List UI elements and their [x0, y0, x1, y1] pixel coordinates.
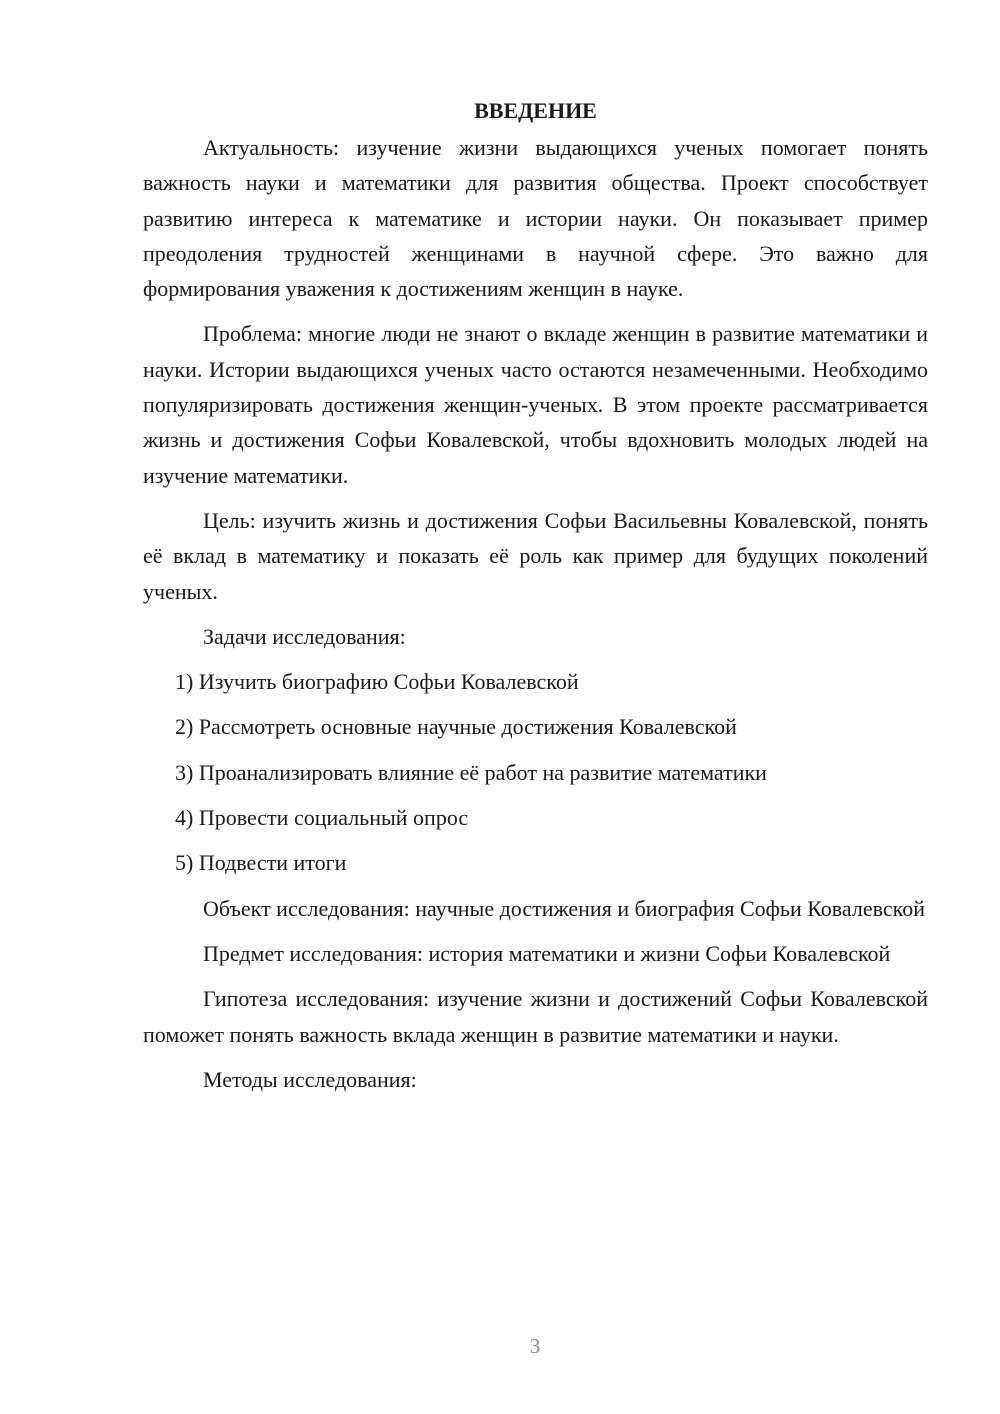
goal-paragraph: Цель: изучить жизнь и достижения Софьи Васильевны Ковалевской, понять её вклад в математику и показать её роль как пример для будущих поколений ученых. — [143, 507, 928, 604]
subject-paragraph: Предмет исследования: история математики и жизни Софьи Ковалевской — [203, 940, 891, 966]
task-item: 5) Подвести итоги — [175, 850, 347, 876]
document-page — [143, 96, 928, 1107]
problem-paragraph: Проблема: многие люди не знают о вкладе женщин в развитие математики и науки. Истории выдающихся ученых часто остаются незамеченными. Необходимо популяризировать достижения женщин-ученых. В этом проекте рассматривается жизнь и достижения Софьи Ковалевской, чтобы вдохновить молодых людей на изучение математики. — [143, 321, 928, 488]
methods-heading: Методы исследования: — [203, 1066, 417, 1092]
task-item: 1) Изучить биографию Софьи Ковалевской — [175, 669, 579, 695]
task-item: 2) Рассмотреть основные научные достижения Ковалевской — [175, 714, 737, 740]
tasks-list — [143, 664, 928, 880]
task-item: 3) Проанализировать влияние её работ на развитие математики — [175, 759, 767, 785]
relevance-paragraph: Актуальность: изучение жизни выдающихся ученых помогает понять важность науки и математики для развития общества. Проект способствует развитию интереса к математике и истории науки. Он показывает пример преодоления трудностей женщинами в научной сфере. Это важно для формирования уважения к достижениям женщин в науке. — [143, 135, 928, 302]
hypothesis-paragraph: Гипотеза исследования: изучение жизни и достижений Софьи Ковалевской поможет понять важность вклада женщин в развитие математики и науки. — [143, 986, 928, 1047]
object-paragraph: Объект исследования: научные достижения и биография Софьи Ковалевской — [203, 895, 925, 921]
task-item: 4) Провести социальный опрос — [175, 805, 469, 831]
page-title: ВВЕДЕНИЕ — [474, 98, 597, 123]
tasks-heading: Задачи исследования: — [203, 623, 406, 649]
page-number: 3 — [529, 1334, 541, 1358]
